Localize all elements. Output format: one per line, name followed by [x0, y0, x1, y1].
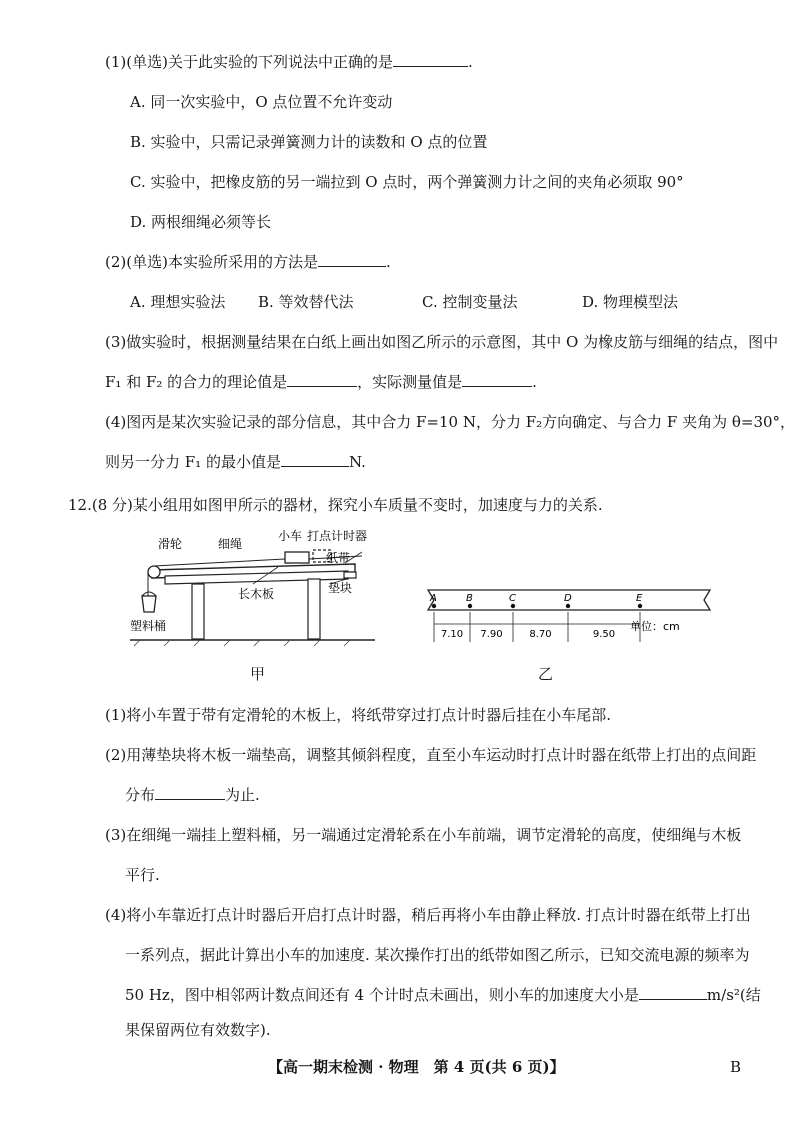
q12-p2-line2: 分布 为止.	[125, 786, 260, 804]
label-timer: 打点计时器	[307, 529, 368, 543]
q11-p1-option-c: C. 实验中，把橡皮筋的另一端拉到 O 点时，两个弹簧测力计之间的夹角必须取 90°	[130, 173, 684, 191]
q11-p1-option-d: D. 两根细绳必须等长	[130, 213, 272, 231]
q11-p1-option-a: A. 同一次实验中，O 点位置不允许变动	[130, 93, 393, 111]
caption-yi: 乙	[538, 665, 554, 683]
distance-label: 9.50	[592, 629, 616, 640]
q11-p4-line1: (4)图丙是某次实验记录的部分信息，其中合力 F=10 N，分力 F₂方向确定、与合力 F 夹角为 θ=30°，	[105, 413, 796, 431]
answer-blank	[155, 785, 225, 800]
distance-label: 8.70	[529, 629, 552, 640]
unit-label: 单位：cm	[630, 620, 680, 633]
q12-p1: (1)将小车置于带有定滑轮的木板上，将纸带穿过打点计时器后挂在小车尾部.	[105, 706, 612, 724]
q12-p4-line4: 果保留两位有效数字).	[125, 1021, 271, 1039]
q12-p4-line2: 一系列点，据此计算出小车的加速度. 某次操作打出的纸带如图乙所示，已知交流电源的频率为	[125, 946, 750, 964]
tape-point-label-B: B	[466, 593, 473, 604]
answer-blank	[639, 985, 707, 1000]
answer-blank	[281, 452, 349, 467]
q12-p2-line1: (2)用薄垫块将木板一端垫高，调整其倾斜程度，直至小车运动时打点计时器在纸带上打出的点间距	[105, 746, 757, 764]
answer-blank	[287, 372, 357, 387]
q12-p4-line3: 50 Hz，图中相邻两计数点间还有 4 个计时点未画出，则小车的加速度大小是 m/s²(结	[125, 986, 761, 1004]
q11-p2-option-a: A. 理想实验法	[130, 293, 226, 311]
tape-dot-E	[638, 604, 642, 608]
distance-label: 7.90	[480, 629, 503, 640]
label-rope: 细绳	[218, 537, 243, 551]
q12-p4-line1: (4)将小车靠近打点计时器后开启打点计时器，稍后再将小车由静止释放. 打点计时器在纸带上打出	[105, 906, 751, 924]
tape-dot-B	[468, 604, 472, 608]
q11-p3-line1: (3)做实验时，根据测量结果在白纸上画出如图乙所示的示意图，其中 O 为橡皮筋与细绳的结点，图中	[105, 333, 779, 351]
rope	[154, 559, 285, 566]
q11-p2-option-d: D. 物理模型法	[582, 293, 679, 311]
tape-dot-D	[566, 604, 570, 608]
q11-p1-option-b: B. 实验中，只需记录弹簧测力计的读数和 O 点的位置	[130, 133, 488, 151]
q12-p3-line2: 平行.	[125, 866, 160, 884]
ground-hatch	[134, 640, 350, 646]
q11-p2-option-b: B. 等效替代法	[258, 293, 354, 311]
tape-point-label-A: A	[430, 593, 437, 604]
answer-blank	[462, 372, 532, 387]
q12-p3-line1: (3)在细绳一端挂上塑料桶，另一端通过定滑轮系在小车前端，调节定滑轮的高度，使细绳与木板	[105, 826, 742, 844]
label-car: 小车	[278, 529, 303, 543]
answer-blank	[393, 52, 468, 67]
q11-p2-option-c: C. 控制变量法	[422, 293, 518, 311]
tape-dot-C	[511, 604, 515, 608]
distance-label: 7.10	[440, 629, 464, 640]
block	[344, 572, 356, 578]
q12-stem: 12.(8 分)某小组用如图甲所示的器材，探究小车质量不变时，加速度与力的关系.	[68, 496, 603, 514]
q11-p2-stem: (2)(单选)本实验所采用的方法是 .	[105, 253, 391, 271]
tape-point-label-D: D	[564, 593, 572, 604]
answer-blank	[318, 252, 386, 267]
footer-text: 【高一期末检测 · 物理 第 4 页(共 6 页)】	[268, 1058, 565, 1076]
figure-jia-apparatus	[130, 526, 380, 676]
q11-p3-line2: F₁ 和 F₂ 的合力的理论值是 ，实际测量值是 .	[105, 373, 537, 391]
label-tape: 纸带	[326, 551, 351, 565]
figure-yi-tape	[420, 580, 720, 650]
table-leg	[192, 584, 204, 639]
label-block: 垫块	[328, 581, 353, 595]
q11-p4-line2: 则另一分力 F₁ 的最小值是 N.	[105, 453, 366, 471]
plastic-bucket	[142, 596, 156, 612]
tape-dot-A	[432, 604, 436, 608]
car	[285, 552, 309, 563]
footer-version: B	[730, 1058, 742, 1076]
table-leg	[308, 579, 320, 639]
label-bucket: 塑料桶	[130, 619, 167, 633]
caption-jia: 甲	[250, 665, 266, 683]
tape-point-label-C: C	[509, 593, 516, 604]
label-pulley: 滑轮	[158, 537, 183, 551]
pulley	[148, 566, 160, 578]
label-board: 长木板	[238, 587, 275, 601]
q11-p1-stem: (1)(单选)关于此实验的下列说法中正确的是 .	[105, 53, 473, 71]
tape-point-label-E: E	[636, 593, 643, 604]
